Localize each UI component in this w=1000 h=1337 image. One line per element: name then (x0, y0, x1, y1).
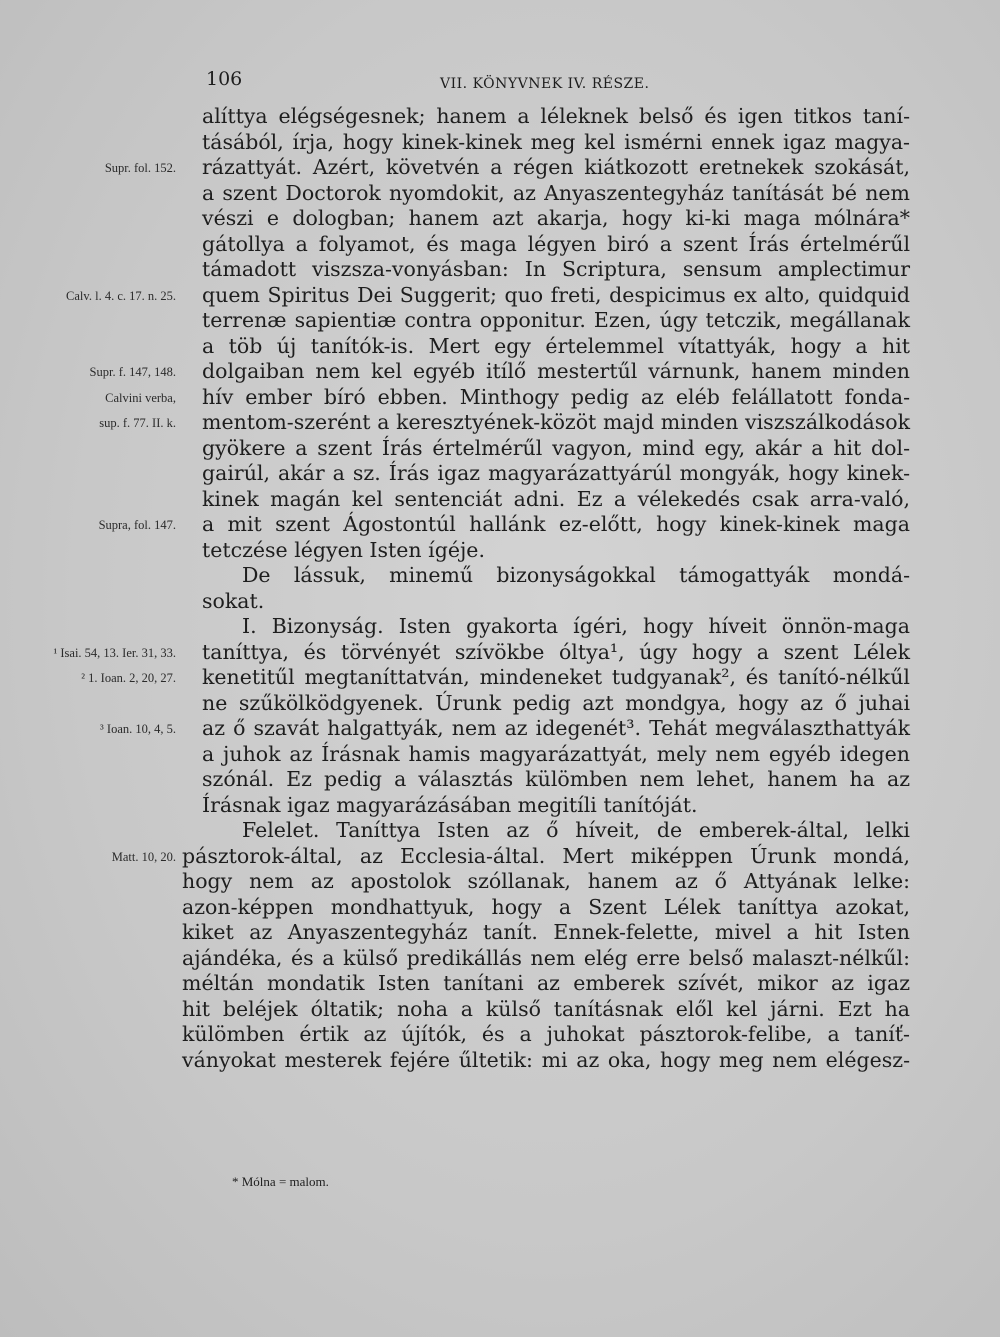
margin-note: sup. f. 77. II. k. (99, 416, 176, 430)
margin-note: ³ Ioan. 10, 4, 5. (100, 722, 176, 736)
text-line (182, 946, 910, 972)
text-line (182, 436, 910, 462)
margin-note: Supr. fol. 152. (104, 161, 176, 175)
text-line-content: ajándéka, és a külső predikállás nem elég erre belső malaszt-nélkűl: (182, 945, 910, 970)
text-line (111, 843, 910, 870)
margin-note: Calvini verba, (105, 390, 176, 405)
text-line-content: De lássuk, minemű bizonyságokkal támogattyák mondá- (242, 563, 910, 587)
text-line (105, 384, 910, 411)
text-line (182, 818, 910, 844)
text-line-content: Felelet. Taníttya Isten az ő híveit, de emberek-által, lelki (242, 818, 910, 842)
text-line (182, 997, 910, 1023)
text-line-content: taníttya, és törvényét szívökbe óltya¹, úgy hogy a szent Lélek (202, 639, 910, 664)
text-line-content: I. Bizonyság. Isten gyakorta ígéri, hogy híveit önnön-maga (242, 614, 910, 638)
footnote: * Mólna = malom. (232, 1174, 329, 1189)
text-line (182, 487, 910, 513)
text-line (182, 793, 910, 819)
text-line (99, 410, 910, 436)
text-line-content: gairúl, akár a sz. Írás igaz magyarázattyárúl mongyák, hogy kinek- (202, 461, 910, 485)
text-line (100, 716, 910, 742)
text-line (182, 538, 910, 564)
text-line (182, 104, 910, 130)
text-line-content: szónál. Ez pedig a választás külömben nem lehet, hanem ha az (202, 767, 910, 791)
text-line-content: gátollya a folyamot, és maga légyen biró a szent Írás értelmérűl (202, 231, 910, 256)
text-line-content: azon-képpen mondhattyuk, hogy a Szent Lélek taníttya azokat, (182, 894, 910, 919)
text-line-content: méltán mondatik Isten tanítani az emberek szívét, mikor az igaz (182, 971, 910, 995)
text-line (182, 767, 910, 793)
text-line (182, 232, 910, 258)
body-text (53, 104, 910, 1073)
text-line-content: pásztorok-által, az Ecclesia-által. Mert miképpen Úrunk mondá, (182, 843, 910, 868)
text-line-content: a mit szent Ágostontúl hallánk ez-előtt, hogy kinek-kinek maga (202, 512, 910, 536)
text-line (182, 563, 910, 589)
text-line (182, 589, 910, 615)
text-line-content: a töb új tanítók-is. Mert egy értelemmel vítattyák, hogy a hit (202, 333, 910, 358)
margin-note: ¹ Isai. 54, 13. Ier. 31, 33. (53, 645, 176, 660)
text-line-content: terrenæ sapientiæ contra opponitur. Ezen, úgy tetczik, megállanak (202, 308, 910, 332)
text-line-content: tásából, írja, hogy kinek-kinek meg kel ismérni ennek igaz magya- (202, 129, 910, 154)
text-line (182, 691, 910, 717)
margin-note: ² 1. Ioan. 2, 20, 27. (81, 671, 176, 685)
text-line (182, 257, 910, 283)
text-line (182, 742, 910, 768)
text-line (182, 869, 910, 895)
text-line-content: támadott viszsza-vonyásban: In Scriptura, sensum amplectimur (202, 257, 910, 281)
margin-note: Supra, fol. 147. (98, 518, 176, 532)
text-line-content: az ő szavát halgattyák, nem az idegenét³. Tehát megválaszthattyák (202, 716, 910, 740)
text-line-content: ványokat mesterek fejére űltetik: mi az oka, hogy meg nem elégesz- (182, 1047, 910, 1072)
text-line (53, 639, 910, 666)
text-line-content: hogy nem az apostolok szóllanak, hanem az ő Attyának lelke: (182, 869, 910, 893)
text-line (182, 461, 910, 487)
text-line-content: hív ember bíró ebben. Minthogy pedig az eléb felállatott fonda- (202, 384, 910, 409)
text-line (182, 920, 910, 946)
text-line (182, 1022, 910, 1048)
text-line-content: tetczése légyen Isten ígéje. (202, 537, 485, 562)
text-line-content: Írásnak igaz magyarázásában megitíli tanítóját. (202, 792, 698, 817)
page-header (0, 68, 1000, 98)
margin-note: Supr. f. 147, 148. (89, 365, 176, 379)
text-line-content: a szent Doctorok nyomdokit, az Anyaszentegyház tanítását bé nem (202, 180, 910, 205)
text-line-content: kenetitűl megtaníttatván, mindeneket tudgyanak², és tanító-nélkűl (202, 665, 910, 689)
text-line (182, 181, 910, 207)
text-line (104, 155, 910, 181)
text-line (81, 665, 910, 691)
text-line-content: vészi e dologban; hanem azt akarja, hogy ki-ki maga mólnára* (202, 206, 910, 230)
text-line (182, 971, 910, 997)
text-line-content: hit beléjek óltatik; noha a külső tanításnak elől kel járni. Ezt ha (182, 996, 910, 1021)
page-number: 106 (206, 68, 243, 90)
text-line-content: külömben értik az újítók, és a juhokat pásztorok-felibe, a taníť- (182, 1022, 910, 1046)
text-line-content: gyökere a szent Írás értelmérűl vagyon, mind egy, akár a hit dol- (202, 435, 910, 460)
text-line-content: mentom-szerént a keresztyének-közöt majd minden viszszálkodások (202, 410, 910, 434)
text-line-content: alíttya elégségesnek; hanem a léleknek belső és igen titkos taní- (202, 104, 910, 128)
margin-note: Calv. l. 4. c. 17. n. 25. (66, 288, 176, 303)
text-line-content: dolgaiban nem kel egyéb itílő mestertűl várnunk, hanem minden (202, 359, 910, 383)
running-head: VII. KÖNYVNEK IV. RÉSZE. (440, 76, 650, 92)
text-line-content: a juhok az Írásnak hamis magyarázattyát, mely nem egyéb idegen (202, 741, 910, 766)
text-line (182, 334, 910, 360)
text-line-content: kiket az Anyaszentegyház tanít. Ennek-felette, mivel a hit Isten (182, 920, 910, 944)
margin-note: Matt. 10, 20. (111, 849, 176, 864)
text-line (182, 895, 910, 921)
text-line-content: quem Spiritus Dei Suggerit; quo freti, despicimus ex alto, quidquid (202, 282, 910, 307)
text-line (182, 1048, 910, 1074)
text-line (89, 359, 910, 385)
text-line-content: ne szűkölködgyenek. Úrunk pedig azt mondgya, hogy az ő juhai (202, 690, 910, 715)
text-line (182, 614, 910, 640)
text-line (182, 130, 910, 156)
text-line (66, 282, 910, 309)
text-line (98, 512, 910, 538)
text-line-content: sokat. (202, 588, 265, 613)
text-line-content: rázattyát. Azért, követvén a régen kiátkozott eretnekek szokását, (202, 155, 910, 179)
text-line (182, 206, 910, 232)
text-line-content: kinek magán kel sentenciát adni. Ez a vélekedés csak arra-való, (202, 486, 910, 511)
text-line (182, 308, 910, 334)
